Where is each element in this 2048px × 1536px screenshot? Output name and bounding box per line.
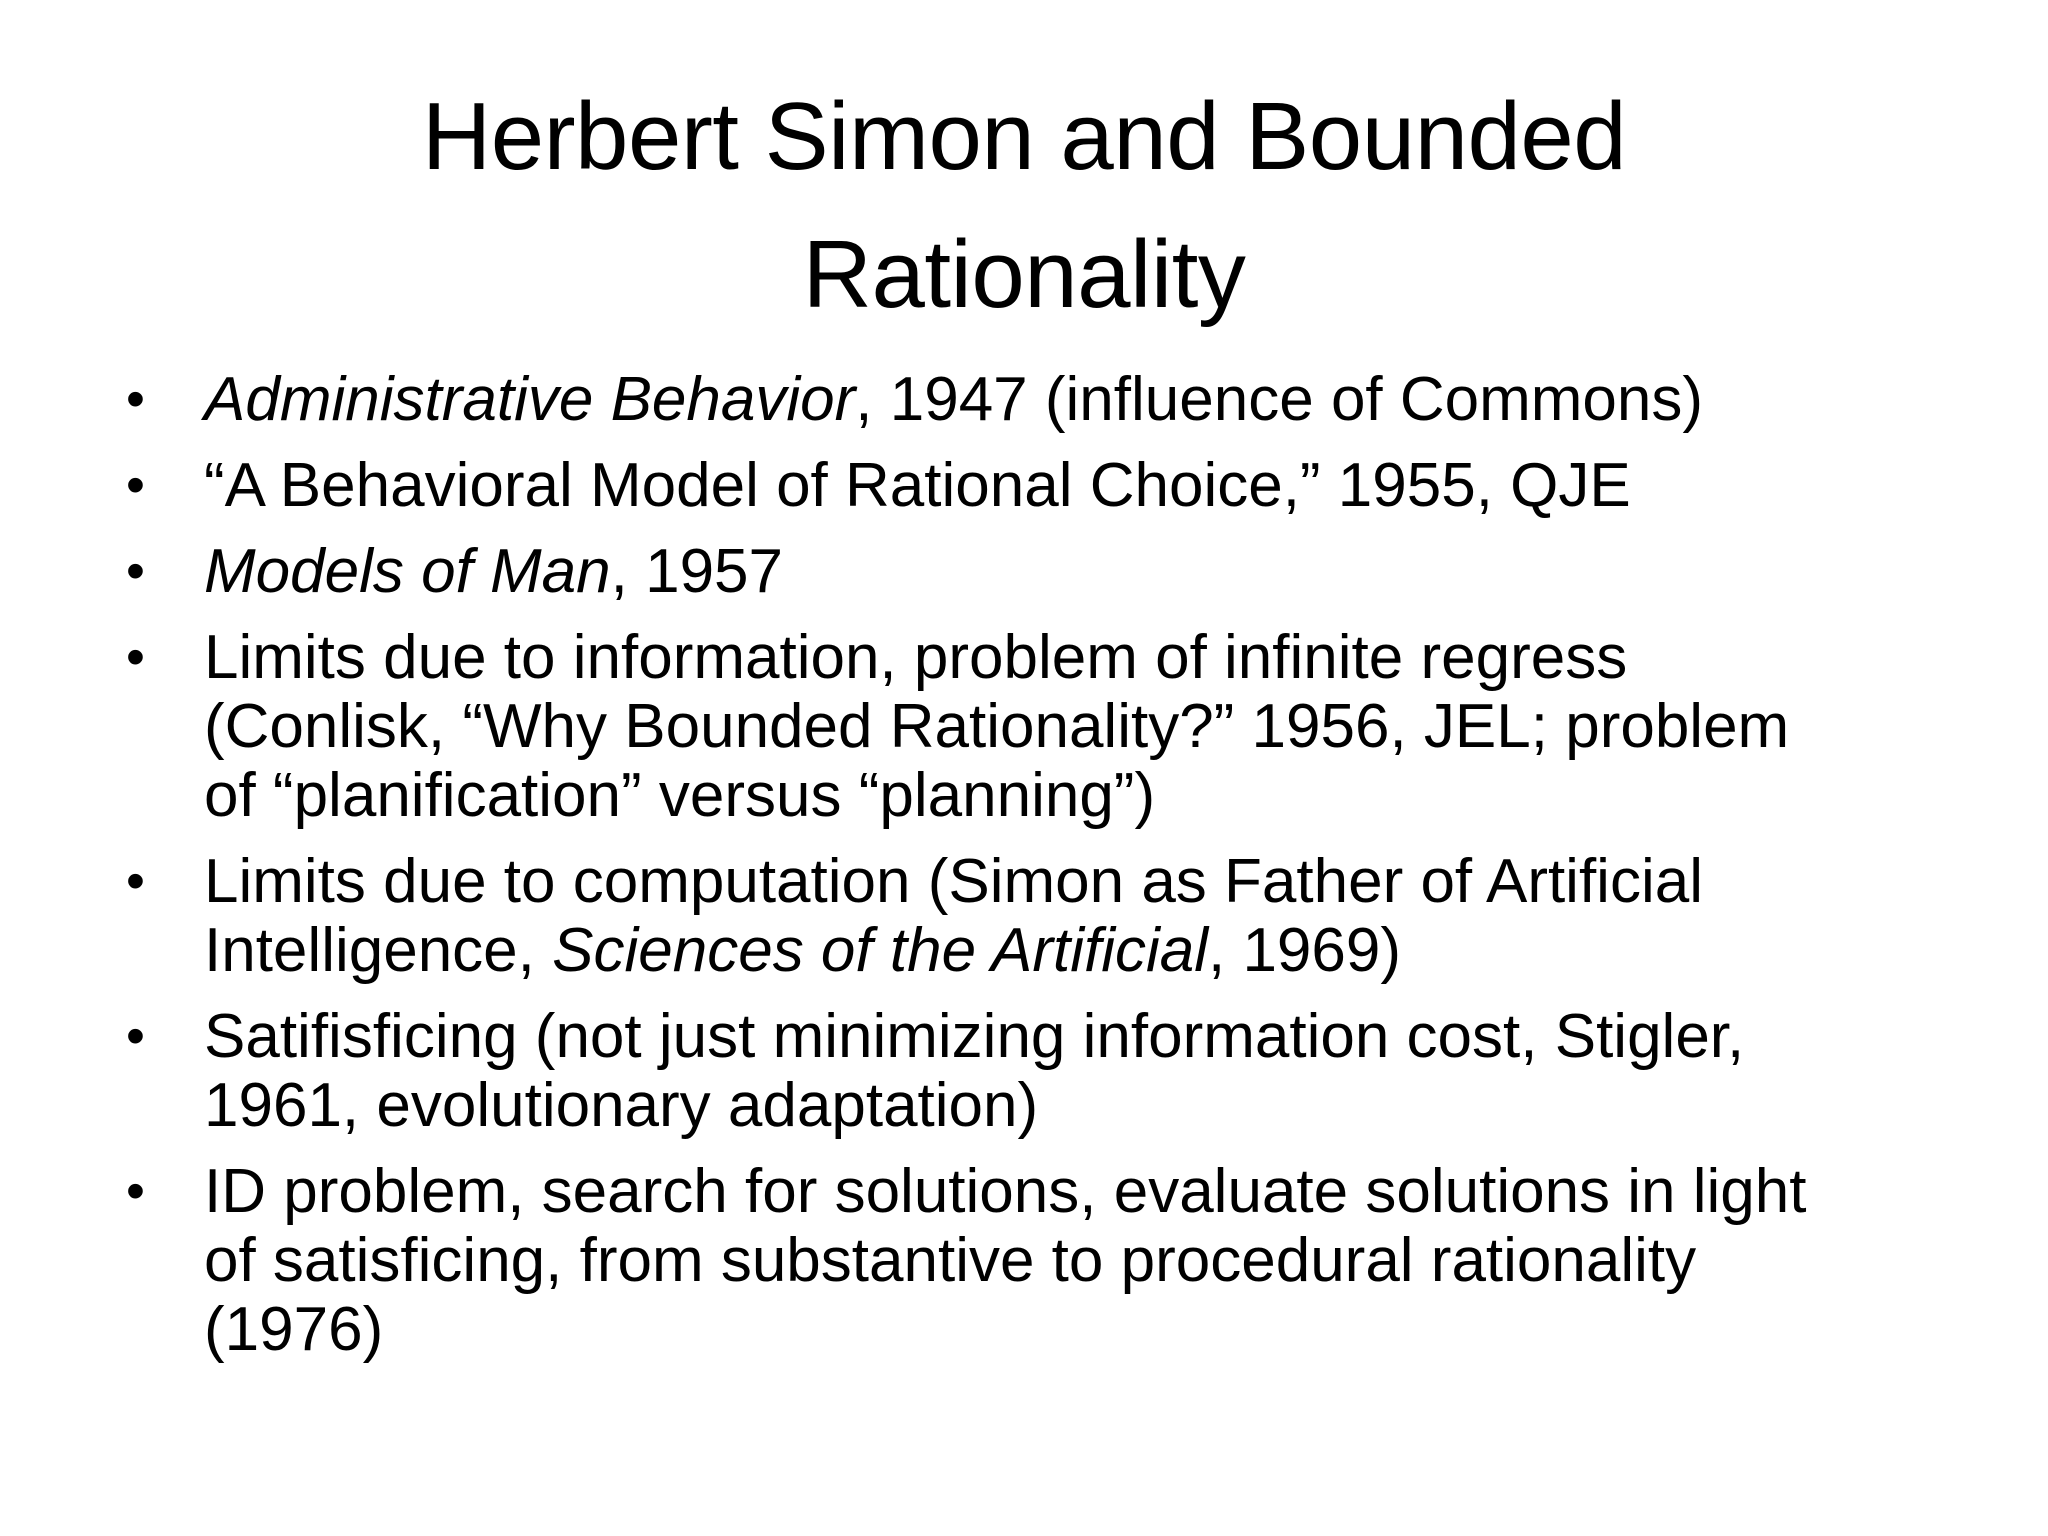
bullet-text: , 1969) (1208, 916, 1402, 985)
bullet-text-line (204, 1295, 1940, 1364)
bullet-text-line (204, 365, 1940, 434)
bullet-dot: • (126, 1161, 145, 1221)
slide-title (0, 68, 2048, 344)
bullet-dot: • (126, 851, 145, 911)
bullet-item (120, 623, 1940, 830)
bullet-text: Limits due to information, problem of infinite regress (204, 623, 1628, 692)
bullet-item (120, 537, 1940, 606)
bullet-text-line (204, 1226, 1940, 1295)
bullet-text: , 1947 (influence of Commons) (855, 365, 1704, 434)
bullet-text: Satifisficing (not just minimizing information cost, Stigler, (204, 1002, 1745, 1071)
bullet-text: (1976) (204, 1295, 384, 1364)
bullet-dot: • (126, 541, 145, 601)
bullet-text-line (204, 1071, 1940, 1140)
bullet-text: of “planification” versus “planning”) (204, 761, 1156, 830)
bullet-list (120, 365, 1940, 1381)
bullet-text: Limits due to computation (Simon as Father of Artificial (204, 847, 1703, 916)
slide-title-line-2: Rationality (802, 221, 1246, 328)
bullet-text-italic: Models of Man (204, 537, 611, 606)
bullet-dot: • (126, 455, 145, 515)
bullet-text-italic: Administrative Behavior (204, 365, 856, 434)
bullet-text: , 1957 (610, 537, 784, 606)
bullet-text-italic: Sciences of the Artificial (552, 916, 1208, 985)
bullet-text-line (204, 623, 1940, 692)
slide-title-line-1: Herbert Simon and Bounded (421, 83, 1627, 190)
bullet-text: (Conlisk, “Why Bounded Rationality?” 1956, JEL; problem (204, 692, 1790, 761)
bullet-text-line (204, 692, 1940, 761)
bullet-text: of satisficing, from substantive to procedural rationality (204, 1226, 1697, 1295)
bullet-text-line (204, 916, 1940, 985)
bullet-text: Intelligence, (204, 916, 553, 985)
bullet-item (120, 451, 1940, 520)
bullet-text-line (204, 451, 1940, 520)
bullet-text-line (204, 761, 1940, 830)
bullet-text-line (204, 1157, 1940, 1226)
bullet-text-line (204, 847, 1940, 916)
bullet-text: 1961, evolutionary adaptation) (204, 1071, 1039, 1140)
bullet-item (120, 847, 1940, 985)
bullet-item (120, 1002, 1940, 1140)
bullet-item (120, 365, 1940, 434)
bullet-text-line (204, 1002, 1940, 1071)
bullet-text-line (204, 537, 1940, 606)
bullet-text: “A Behavioral Model of Rational Choice,” 1955, QJE (204, 451, 1631, 520)
bullet-item (120, 1157, 1940, 1364)
bullet-text: ID problem, search for solutions, evaluate solutions in light (204, 1157, 1807, 1226)
bullet-dot: • (126, 369, 145, 429)
bullet-dot: • (126, 627, 145, 687)
bullet-dot: • (126, 1006, 145, 1066)
